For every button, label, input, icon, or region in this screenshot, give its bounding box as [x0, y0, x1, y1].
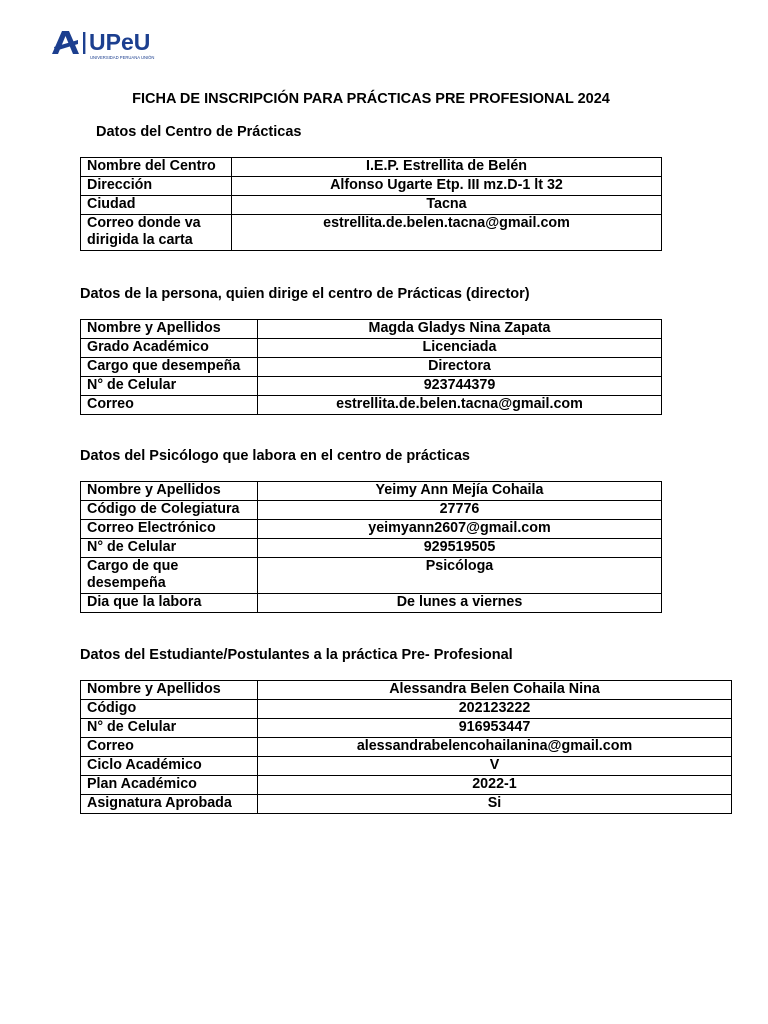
row-label: Asignatura Aprobada	[81, 795, 258, 814]
centro-table	[80, 157, 662, 251]
table-row	[81, 738, 732, 757]
row-label: N° de Celular	[81, 377, 258, 396]
row-value: 923744379	[258, 377, 662, 396]
table-row	[81, 177, 662, 196]
logo-subtitle: UNIVERSIDAD PERUANA UNIÓN	[90, 55, 155, 60]
row-label: Código	[81, 700, 258, 719]
row-value: yeimyann2607@gmail.com	[258, 520, 662, 539]
row-label: Cargo que desempeña	[81, 358, 258, 377]
row-value: Magda Gladys Nina Zapata	[258, 320, 662, 339]
row-label: Dirección	[81, 177, 232, 196]
row-value: 929519505	[258, 539, 662, 558]
estudiante-table	[80, 680, 732, 814]
row-label: Nombre y Apellidos	[81, 681, 258, 700]
row-label: Dia que la labora	[81, 594, 258, 613]
row-value: Licenciada	[258, 339, 662, 358]
table-row	[81, 482, 662, 501]
row-value: Psicóloga	[258, 558, 662, 594]
table-row	[81, 776, 732, 795]
row-value: 916953447	[258, 719, 732, 738]
table-row	[81, 757, 732, 776]
row-label: Correo	[81, 396, 258, 415]
row-label: Código de Colegiatura	[81, 501, 258, 520]
table-row	[81, 539, 662, 558]
row-label: N° de Celular	[81, 539, 258, 558]
table-row	[81, 681, 732, 700]
psicologo-table	[80, 481, 662, 613]
row-value: Si	[258, 795, 732, 814]
table-row	[81, 158, 662, 177]
row-label: Ciudad	[81, 196, 232, 215]
table-row	[81, 558, 662, 594]
row-value: estrellita.de.belen.tacna@gmail.com	[232, 215, 662, 251]
row-value: Yeimy Ann Mejía Cohaila	[258, 482, 662, 501]
table-row	[81, 215, 662, 251]
row-label: Grado Académico	[81, 339, 258, 358]
table-row	[81, 501, 662, 520]
row-value: 2022-1	[258, 776, 732, 795]
row-value: Alfonso Ugarte Etp. III mz.D-1 lt 32	[232, 177, 662, 196]
row-label: Correo donde va dirigida la carta	[81, 215, 232, 251]
table-row	[81, 396, 662, 415]
row-value: V	[258, 757, 732, 776]
row-label: Plan Académico	[81, 776, 258, 795]
row-label: Cargo de que desempeña	[81, 558, 258, 594]
row-label: N° de Celular	[81, 719, 258, 738]
row-value: alessandrabelencohailanina@gmail.com	[258, 738, 732, 757]
table-row	[81, 700, 732, 719]
table-row	[81, 320, 662, 339]
upeu-logo	[52, 28, 178, 62]
row-value: De lunes a viernes	[258, 594, 662, 613]
table-row	[81, 795, 732, 814]
logo-name: UPeU	[89, 29, 151, 55]
row-value: I.E.P. Estrellita de Belén	[232, 158, 662, 177]
row-label: Correo	[81, 738, 258, 757]
row-value: Alessandra Belen Cohaila Nina	[258, 681, 732, 700]
table-row	[81, 594, 662, 613]
row-label: Correo Electrónico	[81, 520, 258, 539]
table-row	[81, 520, 662, 539]
section-heading-centro: Datos del Centro de Prácticas	[96, 124, 302, 140]
table-row	[81, 196, 662, 215]
row-label: Nombre del Centro	[81, 158, 232, 177]
section-heading-psicologo: Datos del Psicólogo que labora en el centro de prácticas	[80, 448, 470, 464]
director-table	[80, 319, 662, 415]
row-value: 27776	[258, 501, 662, 520]
section-heading-director: Datos de la persona, quien dirige el centro de Prácticas (director)	[80, 286, 530, 302]
row-label: Nombre y Apellidos	[81, 482, 258, 501]
row-label: Ciclo Académico	[81, 757, 258, 776]
page-title: FICHA DE INSCRIPCIÓN PARA PRÁCTICAS PRE PROFESIONAL 2024	[132, 91, 610, 107]
table-row	[81, 719, 732, 738]
row-value: Tacna	[232, 196, 662, 215]
row-value: 202123222	[258, 700, 732, 719]
row-label: Nombre y Apellidos	[81, 320, 258, 339]
table-row	[81, 358, 662, 377]
row-value: Directora	[258, 358, 662, 377]
table-row	[81, 377, 662, 396]
row-value: estrellita.de.belen.tacna@gmail.com	[258, 396, 662, 415]
table-row	[81, 339, 662, 358]
section-heading-estudiante: Datos del Estudiante/Postulantes a la práctica Pre- Profesional	[80, 647, 513, 663]
